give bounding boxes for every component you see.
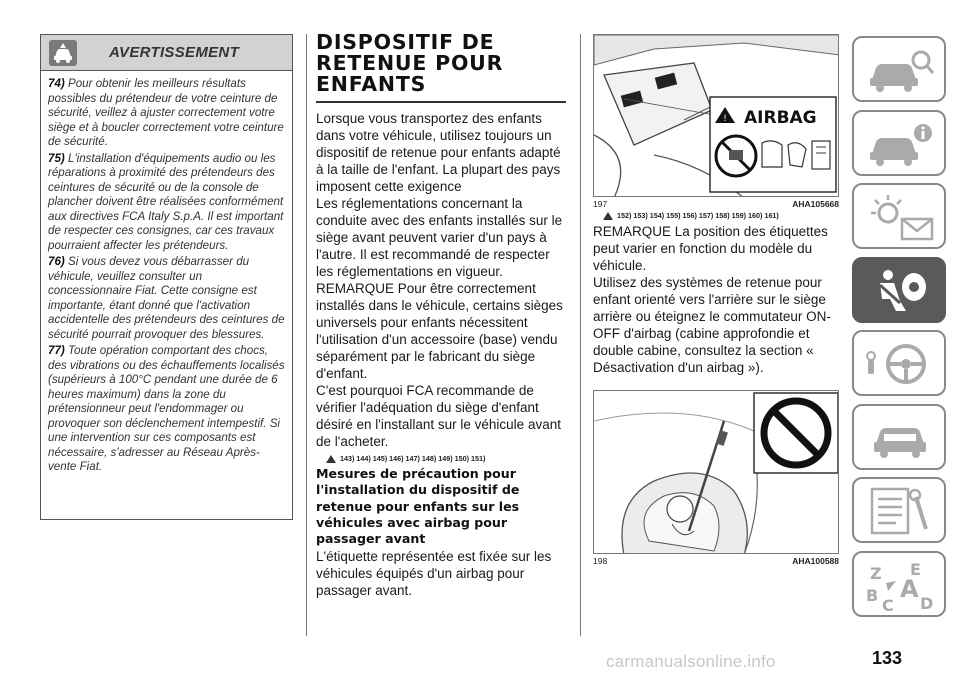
note-text: Toute opération comportant des chocs, des vibrations ou des échauffements localisés (supérieurs à 100°C pendant une durée de 6 heures maximum) dans la zone du prétensionneur peut l'endommager ou provoquer son déclenchement intempestif. Si une intervention sur ces composants est nécessaire, s'adresser au Réseau Après-vente Fiat. — [48, 344, 285, 473]
paragraph: Les réglementations concernant la conduite avec des enfants installés sur le siège avant peuvent varier d'un pays à l'autre. Il est recommandé de respecter les réglementations en vigueur. — [316, 196, 563, 279]
warning-header — [41, 35, 292, 71]
paragraph: REMARQUE La position des étiquettes peut varier en fonction du modèle du véhicule. — [593, 224, 828, 273]
svg-text:!: ! — [723, 114, 727, 124]
lights-warning-icon — [866, 193, 936, 243]
chapter-tabs — [852, 36, 952, 624]
airbag-label-figure — [593, 34, 839, 197]
note-text: Si vous devez vous débarrasser du véhicule, veuillez consulter un concessionnaire Fiat. Cette consigne est importante, étant donné que l'activation accidentelle des prétendeurs des ceintures de sécurité pourrait provoquer des blessures. — [48, 255, 285, 341]
note-number: 76) — [48, 255, 65, 268]
warning-title: AVERTISSEMENT — [109, 44, 240, 61]
tab-in-an-emergency[interactable] — [852, 404, 946, 470]
figure-caption — [593, 556, 839, 566]
child-seat-drawing — [594, 391, 839, 554]
airbag-label-text: AIRBAG — [744, 108, 817, 128]
tab-servicing-maintenance[interactable] — [852, 477, 946, 543]
steering-wheel-key-icon — [866, 340, 936, 390]
note-text: Pour obtenir les meilleurs résultats possibles du prétendeur de votre ceinture de sécurité, veillez à ajuster correctement votre siège et à boucler correctement votre ceinture de sécurité. — [48, 77, 284, 148]
warning-box — [40, 34, 293, 520]
warning-notes — [41, 71, 292, 475]
tab-knowing-instrument-panel[interactable] — [852, 110, 946, 176]
tab-getting-to-know-car[interactable] — [852, 36, 946, 102]
figure-number: 198 — [593, 556, 608, 566]
paragraph: L'étiquette représentée est fixée sur les véhicules équipés d'un airbag pour passager avant. — [316, 549, 552, 599]
tab-warning-lights[interactable] — [852, 183, 946, 249]
figure-number: 197 — [593, 199, 608, 209]
reference-numbers: 152) 153) 154) 155) 156) 157) 158) 159) 160) 161) — [617, 211, 779, 220]
warning-references — [326, 454, 566, 463]
note-number: 74) — [48, 77, 65, 90]
index-letter: E — [910, 560, 921, 579]
warning-references — [603, 211, 843, 220]
paragraph: REMARQUE Pour être correctement installés dans le véhicule, certains sièges universels pour enfants nécessitent l'utilisation d'un accessoire (base) vendu séparément par le fabricant du siège d'enfant. — [316, 281, 563, 381]
alphabetical-index-icon — [866, 561, 936, 611]
figure-caption — [593, 199, 839, 209]
reference-numbers: 143) 144) 145) 146) 147) 148) 149) 150) 151) — [340, 454, 486, 463]
page-number: 133 — [872, 648, 903, 668]
maintenance-list-icon — [866, 487, 936, 537]
figure-code: AHA105668 — [792, 199, 839, 209]
watermark: carmanualsonline.info — [606, 652, 776, 671]
paragraph: Lorsque vous transportez des enfants dans votre véhicule, utilisez toujours un dispositif de retenue pour enfants adapté à la taille de l'enfant. La plupart des pays imposent cette exigence — [316, 111, 561, 194]
warning-note — [48, 152, 286, 254]
tab-safety[interactable] — [852, 257, 946, 323]
index-letter: A — [900, 574, 919, 603]
safety-airbag-icon — [866, 267, 936, 317]
warning-note — [48, 77, 286, 150]
warning-triangle-icon — [326, 455, 336, 463]
warning-note — [48, 255, 286, 342]
note-number: 75) — [48, 151, 65, 165]
index-letter: Z — [870, 563, 882, 583]
column-divider — [580, 34, 581, 636]
warning-triangle-icon — [603, 212, 613, 220]
car-emergency-icon — [866, 414, 936, 464]
note-text: L'installation d'équipements audio ou les réparations à proximité des prétendeurs des ceintures de sécurité ou de la console de plancher doivent être réalisées conformément aux directives FCA Italy S.p.A. Il est important de respecter ces consignes, car ces travaux pourraient affecter les prétendeurs. — [48, 151, 284, 252]
index-letter: C — [882, 595, 894, 611]
sun-visor-drawing — [594, 35, 839, 197]
car-search-icon — [866, 46, 936, 96]
section-title: DISPOSITIF DE RETENUE POUR ENFANTS — [316, 32, 566, 103]
index-letter: B — [866, 585, 879, 605]
figure-code: AHA100588 — [792, 556, 839, 566]
index-letter: D — [920, 593, 934, 611]
car-warning-icon — [49, 40, 77, 66]
tab-index[interactable] — [852, 551, 946, 617]
note-number: 77) — [48, 344, 65, 357]
subsection-title: Mesures de précaution pour l'installation du dispositif de retenue pour enfants sur les véhicules avec airbag pour passager avant — [316, 466, 520, 547]
warning-note — [48, 344, 286, 475]
tab-starting-driving[interactable] — [852, 330, 946, 396]
paragraph: C'est pourquoi FCA recommande de vérifier l'adéquation du siège d'enfant désiré en l'installant sur le véhicule avant de l'acheter. — [316, 383, 561, 449]
car-info-icon — [866, 120, 936, 170]
paragraph: Utilisez des systèmes de retenue pour enfant orienté vers l'arrière sur le siège arrière ou éteignez le commutateur ON-OFF d'airbag (cabine approfondie et double cabine, consultez la section « Désactivation d'un airbag »). — [593, 275, 831, 375]
figure-column — [593, 34, 843, 566]
main-column — [316, 32, 566, 599]
column-divider — [306, 34, 307, 636]
child-seat-figure — [593, 390, 839, 554]
